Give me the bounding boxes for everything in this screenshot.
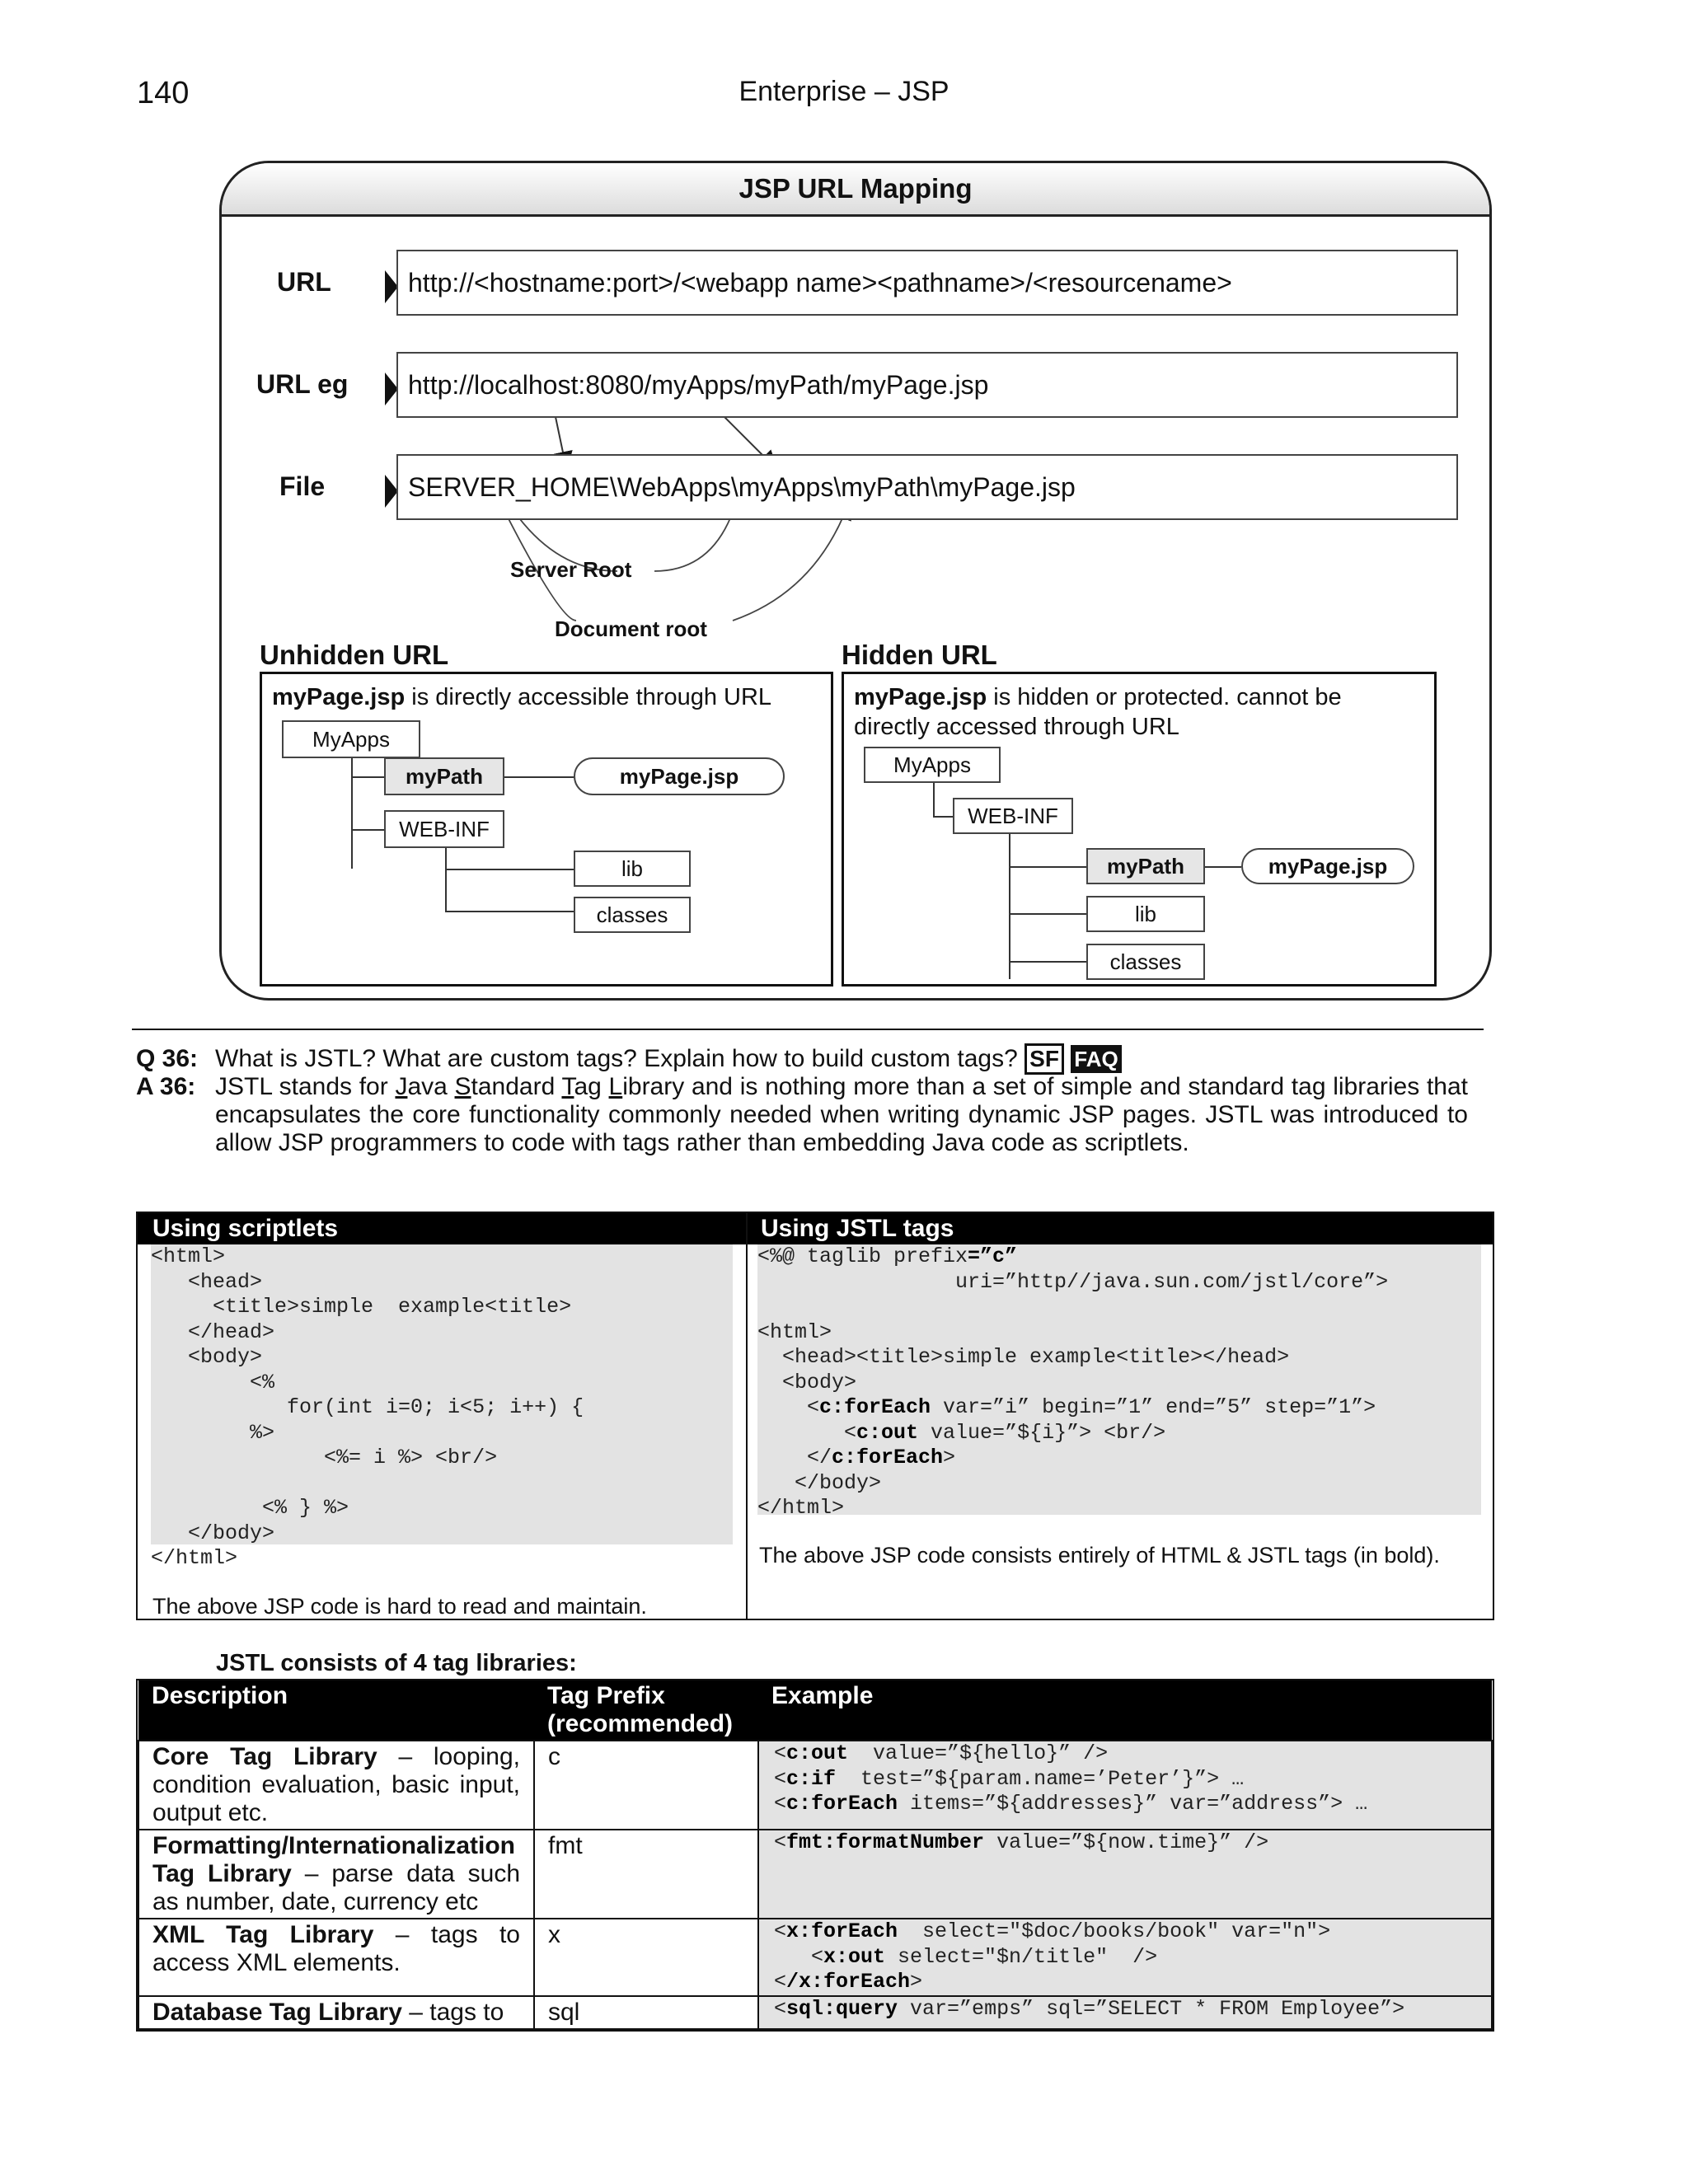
file-path-box: SERVER_HOME\WebApps\myApps\myPath\myPage.jsp (396, 454, 1458, 520)
diagram-title: JSP URL Mapping (222, 163, 1489, 217)
scriptlet-vs-jstl-table (136, 1212, 1494, 1620)
fmt-description: Formatting/Internationalization Tag Library – parse data such as number, date, currency etc (138, 1830, 534, 1919)
table-row (138, 1919, 1492, 1996)
scriptlets-header: Using scriptlets (138, 1213, 746, 1244)
sql-example: <sql:query var=”emps” sql=”SELECT * FROM Employee”> (758, 1996, 1492, 2029)
sql-prefix: sql (534, 1996, 758, 2029)
hidden-webinf-node: WEB-INF (953, 798, 1073, 834)
example-column-header: Example (758, 1680, 1492, 1741)
jstl-header: Using JSTL tags (746, 1213, 1493, 1244)
answer-36: JSTL stands for Java Standard Tag Library and is nothing more than a set of simple and standard tag libraries that encapsulates the core functionality commonly needed when writing dynamic JSP pages. JSTL was introduced to allow JSP programmers to code with tags rather than embedding Java code as scriptlets. (215, 1073, 1468, 1156)
table-row (138, 1996, 1492, 2029)
server-root-label: Server Root (510, 557, 632, 582)
document-root-label: Document root (555, 616, 707, 641)
fmt-example: <fmt:formatNumber value=”${now.time}” /> (758, 1830, 1492, 1919)
xml-example: <x:forEach select="$doc/books/book" var="n"> <x:out select="$n/title" /> </x:forEach> (758, 1919, 1492, 1996)
page-number: 140 (137, 76, 190, 110)
section-divider (132, 1029, 1484, 1030)
hidden-classes-node: classes (1086, 944, 1205, 980)
unhidden-lib-node: lib (574, 851, 691, 887)
unhidden-classes-node: classes (574, 897, 691, 933)
hidden-url-panel (842, 672, 1437, 987)
hidden-url-description: myPage.jsp is hidden or protected. cannot be directly accessed through URL (854, 684, 1342, 740)
url-pattern-box: http://<hostname:port>/<webapp name><pathname>/<resourcename> (396, 250, 1458, 316)
faq-badge: FAQ (1071, 1045, 1121, 1073)
hidden-mypage-node: myPage.jsp (1241, 848, 1414, 884)
sf-badge: SF (1025, 1043, 1064, 1075)
scriptlet-note: The above JSP code is hard to read and maintain. (152, 1594, 647, 1619)
jstl-code: <%@ taglib prefix=”c” uri=”http//java.sun.com/jstl/core”> <html> <head><title>simple example<title></head> <body> <c:forEach var=”i” begin=”1” end=”5” step=”1”> <c:out value=”${i}”> <br/> </c:forEach> </body> </html> (757, 1244, 1481, 1515)
sql-description: Database Tag Library – tags to (138, 1996, 534, 2029)
tag-libraries-title: JSTL consists of 4 tag libraries: (216, 1650, 577, 1676)
table-header-row (138, 1680, 1492, 1741)
running-header: Enterprise – JSP (738, 76, 950, 107)
hidden-lib-node: lib (1086, 896, 1205, 932)
fmt-prefix: fmt (534, 1830, 758, 1919)
hidden-myapps-node: MyApps (864, 747, 1001, 783)
url-example-box: http://localhost:8080/myApps/myPath/myPage.jsp (396, 352, 1458, 418)
core-prefix: c (534, 1741, 758, 1830)
description-column-header: Description (138, 1680, 534, 1741)
unhidden-url-description: myPage.jsp is directly accessible through URL (272, 684, 772, 710)
url-label: URL (277, 267, 331, 297)
answer-label: A 36: (136, 1073, 196, 1100)
unhidden-url-title: Unhidden URL (260, 640, 449, 670)
unhidden-myapps-node: MyApps (282, 720, 420, 758)
url-example-label: URL eg (256, 369, 349, 399)
jsp-url-mapping-diagram (219, 161, 1492, 1001)
file-label: File (279, 471, 326, 501)
unhidden-url-panel (260, 672, 833, 987)
core-description: Core Tag Library – looping, condition evaluation, basic input, output etc. (138, 1741, 534, 1830)
document-root-arc-right (733, 504, 848, 621)
tag-libraries-table (136, 1679, 1494, 2032)
unhidden-mypage-node: myPage.jsp (574, 757, 785, 795)
xml-description: XML Tag Library – tags to access XML elements. (138, 1919, 534, 1996)
scriptlet-code: <html> <head> <title>simple example<title> </head> <body> <% for(int i=0; i<5; i++) { %> <%= i %> <br/> <% } %> </body> </html> (151, 1244, 733, 1544)
hidden-mypath-node: myPath (1086, 848, 1205, 884)
core-example: <c:out value=”${hello}” /> <c:if test=”${param.name=’Peter’}”> … <c:forEach items=”${addresses}” var=”address”> … (758, 1741, 1492, 1830)
unhidden-webinf-node: WEB-INF (384, 810, 504, 848)
table-row (138, 1741, 1492, 1830)
question-36: Q 36: What is JSTL? What are custom tags? Explain how to build custom tags? SF FAQ (136, 1043, 1496, 1075)
xml-prefix: x (534, 1919, 758, 1996)
table-row (138, 1830, 1492, 1919)
jstl-note: The above JSP code consists entirely of HTML & JSTL tags (in bold). (759, 1543, 1440, 1568)
unhidden-mypath-node: myPath (384, 757, 504, 795)
hidden-url-title: Hidden URL (842, 640, 997, 670)
prefix-column-header: Tag Prefix (recommended) (534, 1680, 758, 1741)
